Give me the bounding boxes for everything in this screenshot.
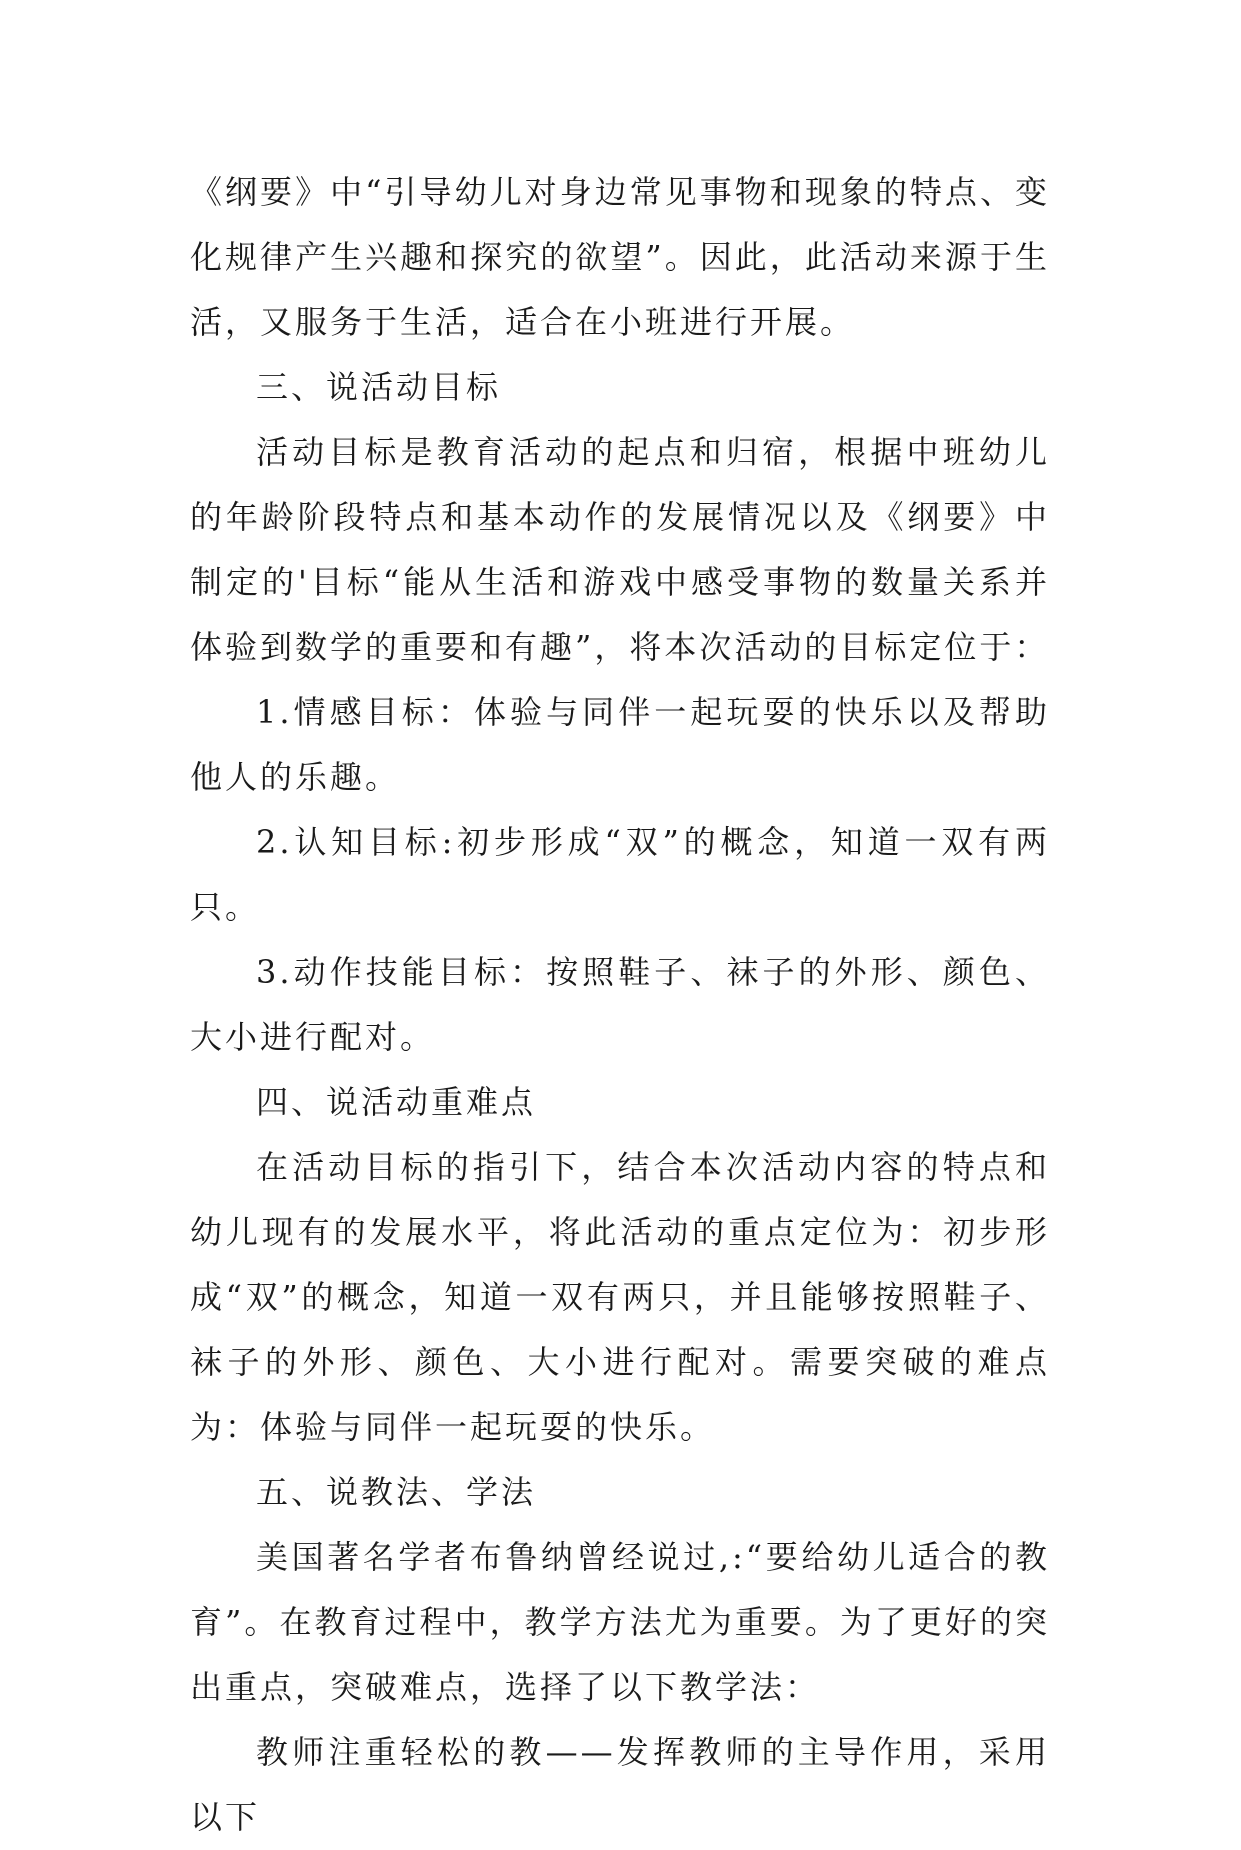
paragraph-objectives-intro: 活动目标是教育活动的起点和归宿，根据中班幼儿的年龄阶段特点和基本动作的发展情况以及《纲要》中制定的'目标“能从生活和游戏中感受事物的数量关系并体验到数学的重要和有趣”，将本次活动的目标定位于： (190, 433, 1050, 666)
section-heading-key-points: 四、说活动重难点 (256, 1083, 537, 1121)
list-item-motor-skill-goal: 3.动作技能目标：按照鞋子、袜子的外形、颜色、大小进行配对。 (190, 953, 1050, 1056)
section-heading-methods: 五、说教法、学法 (256, 1473, 537, 1511)
list-item-emotional-goal: 1.情感目标：体验与同伴一起玩耍的快乐以及帮助他人的乐趣。 (190, 693, 1050, 796)
document-body (190, 160, 1050, 1850)
paragraph-teacher-method: 教师注重轻松的教——发挥教师的主导作用，采用以下 (190, 1733, 1050, 1836)
paragraph-intro-continuation: 《纲要》中“引导幼儿对身边常见事物和现象的特点、变化规律产生兴趣和探究的欲望”。因此，此活动来源于生活，又服务于生活，适合在小班进行开展。 (190, 173, 1050, 341)
paragraph-key-points: 在活动目标的指引下，结合本次活动内容的特点和幼儿现有的发展水平，将此活动的重点定位为：初步形成“双”的概念，知道一双有两只，并且能够按照鞋子、袜子的外形、颜色、大小进行配对。需要突破的难点为：体验与同伴一起玩耍的快乐。 (190, 1148, 1050, 1446)
section-heading-objectives: 三、说活动目标 (256, 368, 502, 406)
paragraph-methods-intro: 美国著名学者布鲁纳曾经说过,:“要给幼儿适合的教育”。在教育过程中，教学方法尤为重要。为了更好的突出重点，突破难点，选择了以下教学法： (190, 1538, 1050, 1706)
list-item-cognitive-goal: 2.认知目标:初步形成“双”的概念，知道一双有两只。 (190, 823, 1050, 926)
